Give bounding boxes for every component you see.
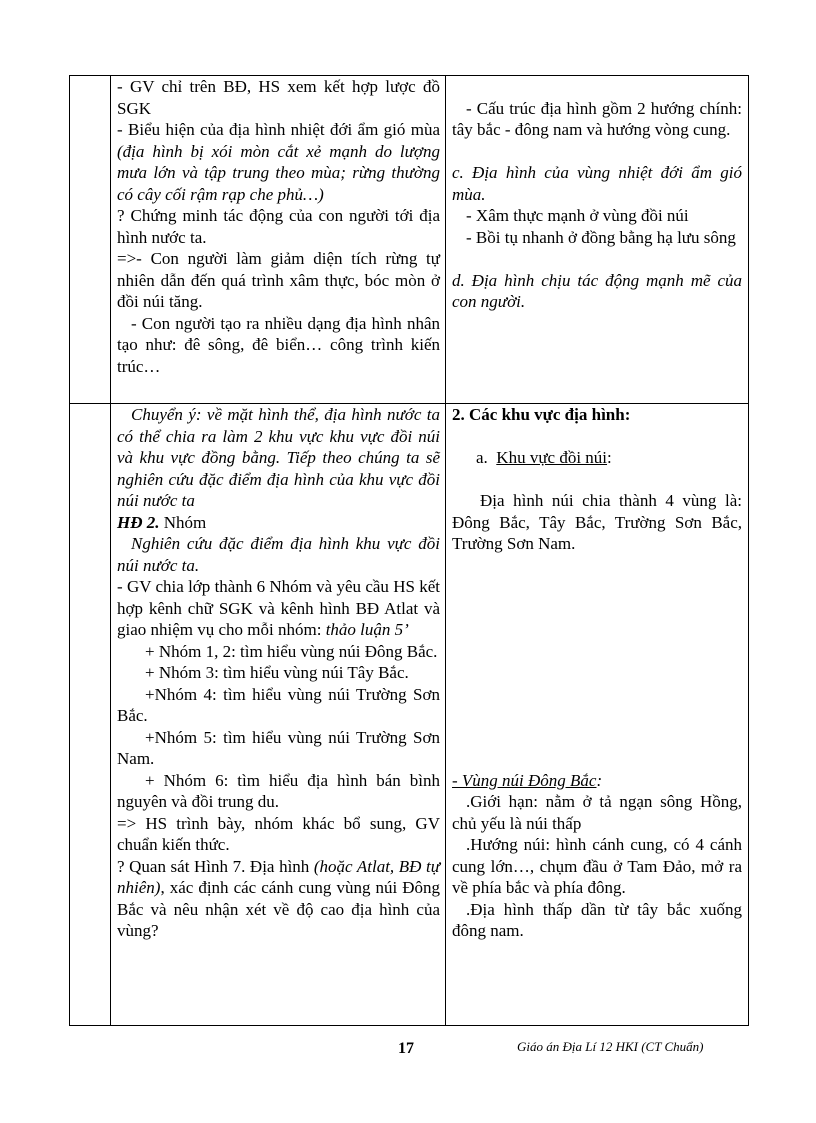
task-text: - GV chia lớp thành 6 Nhóm và yêu cầu HS kết hợp kênh chữ SGK và kênh hình BĐ Atlat và giao nhiệm vụ cho mỗi nhóm: thảo luận 5’	[117, 577, 440, 639]
table-row	[70, 76, 749, 404]
stt-cell	[70, 76, 111, 404]
answer-text: =>- Con người làm giảm diện tích rừng tự nhiên dẫn đến quá trình xâm thực, bóc mòn ở đồi núi tăng.	[117, 249, 440, 311]
region-item: .Địa hình thấp dần từ tây bắc xuống đông nam.	[452, 899, 742, 940]
content-text: Địa hình núi chia thành 4 vùng là: Đông Bắc, Tây Bắc, Trường Sơn Bắc, Trường Sơn Nam.	[452, 491, 742, 553]
content-text: - Cấu trúc địa hình gồm 2 hướng chính: tây bắc - đông nam và hướng vòng cung.	[452, 98, 742, 139]
lesson-table	[69, 75, 749, 1026]
activity-text: - GV chỉ trên BĐ, HS xem kết hợp lược đồ SGK	[117, 77, 440, 118]
subsection-heading: a. Khu vực đồi núi:	[476, 448, 612, 467]
group-task: +Nhóm 4: tìm hiểu vùng núi Trường Sơn Bắc.	[117, 684, 440, 725]
region-item: .Giới hạn: nằm ở tả ngạn sông Hồng, chủ yếu là núi thấp	[452, 792, 742, 833]
activity-cell	[111, 76, 446, 404]
transition-text: Chuyển ý: về mặt hình thể, địa hình nước ta có thể chia ra làm 2 khu vực khu vực đồi núi và khu vực đồng bằng. Tiếp theo chúng ta sẽ nghiên cứu đặc điểm địa hình của khu vực đồi núi nước ta	[117, 405, 440, 510]
activity-heading: HĐ 2. Nhóm	[117, 512, 207, 532]
table-row	[70, 404, 749, 1026]
content-cell	[446, 76, 749, 404]
content-text: - Xâm thực mạnh ở vùng đồi núi	[466, 206, 689, 225]
answer-text: - Con người tạo ra nhiều dạng địa hình nhân tạo như: đê sông, đê biển… công trình kiến trúc…	[117, 313, 440, 376]
present-text: => HS trình bày, nhóm khác bổ sung, GV chuẩn kiến thức.	[117, 813, 440, 854]
page-number: 17	[398, 1040, 414, 1057]
content-heading: c. Địa hình của vùng nhiệt đới ẩm gió mùa.	[452, 163, 742, 204]
question-text: ? Chứng minh tác động của con người tới địa hình nước ta.	[117, 206, 440, 247]
group-task: +Nhóm 5: tìm hiểu vùng núi Trường Sơn Nam.	[117, 727, 440, 768]
region-heading: - Vùng núi Đông Bắc:	[452, 770, 603, 790]
group-task: + Nhóm 3: tìm hiểu vùng núi Tây Bắc.	[145, 663, 409, 682]
group-task: + Nhóm 1, 2: tìm hiểu vùng núi Đông Bắc.	[145, 641, 438, 661]
group-task: + Nhóm 6: tìm hiểu địa hình bán bình nguyên và đồi trung du.	[117, 770, 440, 811]
activity-cell	[111, 404, 446, 1026]
content-heading: d. Địa hình chịu tác động mạnh mẽ của con người.	[452, 270, 742, 311]
section-heading: 2. Các khu vực địa hình:	[452, 405, 631, 424]
stt-cell	[70, 404, 111, 1026]
activity-goal: Nghiên cứu đặc điểm địa hình khu vực đồi núi nước ta.	[117, 534, 440, 575]
activity-text: - Biểu hiện của địa hình nhiệt đới ẩm gió mùa (địa hình bị xói mòn cắt xẻ mạnh do lượng mưa lớn và tập trung theo mùa; rừng thường có cây cối rậm rạp che phủ…)	[117, 120, 440, 204]
content-text: - Bồi tụ nhanh ở đồng bằng hạ lưu sông	[466, 227, 736, 247]
content-cell	[446, 404, 749, 1026]
footer-title: Giáo án Địa Lí 12 HKI (CT Chuẩn)	[517, 1039, 704, 1054]
region-item: .Hướng núi: hình cánh cung, có 4 cánh cung lớn…, chụm đầu ở Tam Đảo, mở ra về phía bắc và phía đông.	[452, 835, 742, 897]
question-text: ? Quan sát Hình 7. Địa hình (hoặc Atlat, BĐ tự nhiên), xác định các cánh cung vùng núi Đông Bắc và nêu nhận xét về độ cao địa hình của vùng?	[117, 856, 440, 940]
